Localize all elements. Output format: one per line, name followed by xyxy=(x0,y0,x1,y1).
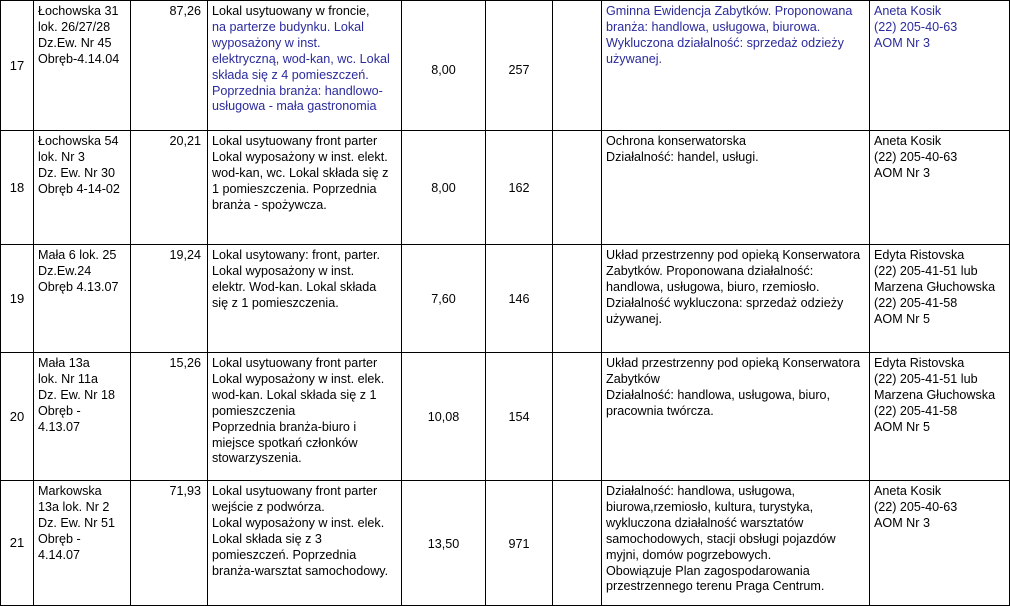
rate-value: 8,00 xyxy=(431,181,456,196)
address-line: Łochowska 54 xyxy=(38,134,119,148)
notes-cell xyxy=(602,245,870,353)
table-row xyxy=(1,353,1010,481)
address-line: Mała 13a xyxy=(38,356,90,370)
address-cell xyxy=(34,245,131,353)
notes-line: Działalność: handlowa, usługowa, xyxy=(606,484,796,498)
description-line: Lokal usytuowany front parter xyxy=(212,134,378,148)
description-line: na parterze budynku. Lokal xyxy=(212,19,364,34)
description-line: usługowa - mała gastronomia xyxy=(212,99,377,114)
notes-cell xyxy=(602,481,870,606)
notes-line: biurowa,rzemiosło, kultura, turystyka, xyxy=(606,499,814,514)
address-line: lok. 26/27/28 xyxy=(38,19,111,34)
area-value: 19,24 xyxy=(169,248,201,262)
row-number: 21 xyxy=(9,535,25,551)
contact-cell xyxy=(870,481,1010,606)
description-line: wod-kan, wc. Lokal składa się z xyxy=(212,165,389,180)
description-line: elektryczną, wod-kan, wc. Lokal xyxy=(212,51,390,66)
table-row xyxy=(1,245,1010,353)
address-line: 4.14.07 xyxy=(38,547,81,562)
row-number-cell xyxy=(1,481,34,606)
spacer-cell xyxy=(553,1,602,131)
count-value: 162 xyxy=(508,181,530,196)
table-row xyxy=(1,481,1010,606)
rate-cell xyxy=(402,481,486,606)
description-line: elektr. Wod-kan. Lokal składa xyxy=(212,279,377,294)
area-value: 20,21 xyxy=(169,134,201,148)
contact-line: (22) 205-41-58 xyxy=(874,295,958,310)
contact-line: (22) 205-41-51 lub xyxy=(874,263,978,278)
notes-line: Układ przestrzenny pod opieką Konserwatora xyxy=(606,356,861,370)
contact-line: AOM Nr 5 xyxy=(874,419,930,434)
count-value: 146 xyxy=(508,292,530,307)
row-number-cell xyxy=(1,1,34,131)
notes-cell xyxy=(602,1,870,131)
area-cell xyxy=(131,245,208,353)
notes-line: pracownia twórcza. xyxy=(606,403,714,418)
address-line: Obręb 4.13.07 xyxy=(38,279,119,294)
description-line: Lokal usytowany: front, parter. xyxy=(212,248,381,262)
rate-value: 7,60 xyxy=(431,292,456,307)
contact-line: Aneta Kosik xyxy=(874,134,942,148)
description-cell xyxy=(208,481,402,606)
address-line: Dz.Ew. Nr 45 xyxy=(38,35,112,50)
rate-value: 8,00 xyxy=(431,62,456,77)
description-line: branża - spożywcza. xyxy=(212,197,327,212)
contact-line: (22) 205-41-58 xyxy=(874,403,958,418)
address-line: Markowska xyxy=(38,484,102,498)
area-cell xyxy=(131,131,208,245)
description-cell xyxy=(208,1,402,131)
description-cell xyxy=(208,353,402,481)
contact-cell xyxy=(870,131,1010,245)
description-line: branża-warsztat samochodowy. xyxy=(212,563,389,578)
area-cell xyxy=(131,353,208,481)
address-cell xyxy=(34,1,131,131)
description-line: Lokal usytuowany w froncie, xyxy=(212,4,370,18)
address-line: lok. Nr 11a xyxy=(38,371,98,386)
row-number: 18 xyxy=(9,179,25,195)
count-cell xyxy=(486,131,553,245)
row-number-cell xyxy=(1,245,34,353)
contact-line: (22) 205-41-51 lub xyxy=(874,371,978,386)
address-line: Mała 6 lok. 25 xyxy=(38,248,117,262)
notes-line: Ochrona konserwatorska xyxy=(606,134,746,148)
rate-cell xyxy=(402,245,486,353)
contact-line: (22) 205-40-63 xyxy=(874,149,958,164)
table-row xyxy=(1,131,1010,245)
contact-line: AOM Nr 3 xyxy=(874,165,930,180)
description-line: wyposażony w inst. xyxy=(212,35,321,50)
notes-line: Działalność: handlowa, usługowa, biuro, xyxy=(606,387,831,402)
row-number-cell xyxy=(1,131,34,245)
description-line: miejsce spotkań członków xyxy=(212,435,358,450)
address-line: Obręb - xyxy=(38,403,81,418)
contact-line: AOM Nr 3 xyxy=(874,515,930,530)
description-line: Lokal wyposażony w inst. elekt. xyxy=(212,149,388,164)
contact-cell xyxy=(870,1,1010,131)
notes-line: handlowa, usługowa, biuro, rzemiosło. xyxy=(606,279,820,294)
description-line: 1 pomieszczenia. Poprzednia xyxy=(212,181,377,196)
address-line: Obręb-4.14.04 xyxy=(38,51,120,66)
address-cell xyxy=(34,353,131,481)
contact-line: AOM Nr 3 xyxy=(874,35,930,50)
spacer-cell xyxy=(553,131,602,245)
contact-line: AOM Nr 5 xyxy=(874,311,930,326)
notes-line: myjni, domów pogrzebowych. xyxy=(606,547,772,562)
description-line: Lokal usytuowany front parter xyxy=(212,356,378,370)
address-line: Dz. Ew. Nr 18 xyxy=(38,387,115,402)
notes-line: wykluczona działalność warsztatów xyxy=(606,515,804,530)
address-line: 4.13.07 xyxy=(38,419,81,434)
description-line: Lokal wyposażony w inst. elek. xyxy=(212,515,385,530)
rate-cell xyxy=(402,1,486,131)
description-line: wejście z podwórza. xyxy=(212,499,325,514)
notes-line: samochodowych, stacji obsługi pojazdów xyxy=(606,531,836,546)
spacer-cell xyxy=(553,245,602,353)
area-value: 71,93 xyxy=(169,484,201,498)
row-number: 20 xyxy=(9,408,25,424)
notes-line: Wykluczona działalność: sprzedaż odzieży xyxy=(606,35,844,50)
notes-line: Gminna Ewidencja Zabytków. Proponowana xyxy=(606,4,853,18)
contact-line: (22) 205-40-63 xyxy=(874,19,958,34)
notes-line: Działalność wykluczona: sprzedaż odzieży xyxy=(606,295,844,310)
address-line: Łochowska 31 xyxy=(38,4,119,18)
contact-cell xyxy=(870,245,1010,353)
contact-line: (22) 205-40-63 xyxy=(874,499,958,514)
address-line: Obręb 4-14-02 xyxy=(38,181,120,196)
address-cell xyxy=(34,131,131,245)
description-line: składa się z 4 pomieszczeń. xyxy=(212,67,369,82)
description-line: pomieszczeń. Poprzednia xyxy=(212,547,357,562)
description-line: Lokal składa się z 3 xyxy=(212,531,322,546)
address-line: Dz.Ew.24 xyxy=(38,263,92,278)
rate-value: 13,50 xyxy=(427,536,460,551)
notes-line: Zabytków xyxy=(606,371,660,386)
notes-line: przestrzennego terenu Praga Centrum. xyxy=(606,579,825,594)
notes-line: Obowiązuje Plan zagospodarowania xyxy=(606,563,810,578)
notes-line: branża: handlowa, usługowa, biurowa. xyxy=(606,19,821,34)
contact-line: Marzena Głuchowska xyxy=(874,387,996,402)
address-cell xyxy=(34,481,131,606)
spacer-cell xyxy=(553,353,602,481)
row-number: 17 xyxy=(9,57,25,73)
table-body xyxy=(1,1,1010,606)
description-line: Lokal wyposażony w inst. xyxy=(212,263,355,278)
count-value: 971 xyxy=(508,536,530,551)
area-value: 15,26 xyxy=(169,356,201,370)
notes-cell xyxy=(602,353,870,481)
area-cell xyxy=(131,481,208,606)
description-cell xyxy=(208,245,402,353)
notes-line: używanej. xyxy=(606,311,663,326)
rate-value: 10,08 xyxy=(427,410,460,425)
description-line: Lokal usytuowany front parter xyxy=(212,484,378,498)
table-row xyxy=(1,1,1010,131)
description-cell xyxy=(208,131,402,245)
notes-line: używanej. xyxy=(606,51,663,66)
area-value: 87,26 xyxy=(169,4,201,18)
count-cell xyxy=(486,481,553,606)
description-line: się z 1 pomieszczenia. xyxy=(212,295,339,310)
contact-cell xyxy=(870,353,1010,481)
rate-cell xyxy=(402,353,486,481)
address-line: Obręb - xyxy=(38,531,81,546)
description-line: pomieszczenia xyxy=(212,403,296,418)
description-line: wod-kan. Lokal składa się z 1 xyxy=(212,387,377,402)
contact-line: Edyta Ristovska xyxy=(874,356,965,370)
notes-line: Układ przestrzenny pod opieką Konserwatora xyxy=(606,248,861,262)
contact-line: Aneta Kosik xyxy=(874,4,942,18)
address-line: 13a lok. Nr 2 xyxy=(38,499,110,514)
spacer-cell xyxy=(553,481,602,606)
address-line: Dz. Ew. Nr 51 xyxy=(38,515,115,530)
rate-cell xyxy=(402,131,486,245)
count-cell xyxy=(486,245,553,353)
description-line: stowarzyszenia. xyxy=(212,451,302,466)
notes-line: Zabytków. Proponowana działalność: xyxy=(606,263,814,278)
description-line: Poprzednia branża: handlowo- xyxy=(212,83,383,98)
description-line: Poprzednia branża-biuro i xyxy=(212,419,357,434)
address-line: Dz. Ew. Nr 30 xyxy=(38,165,115,180)
notes-cell xyxy=(602,131,870,245)
row-number: 19 xyxy=(9,290,25,306)
contact-line: Marzena Głuchowska xyxy=(874,279,996,294)
count-cell xyxy=(486,1,553,131)
row-number-cell xyxy=(1,353,34,481)
area-cell xyxy=(131,1,208,131)
count-cell xyxy=(486,353,553,481)
notes-line: Działalność: handel, usługi. xyxy=(606,149,759,164)
description-line: Lokal wyposażony w inst. elek. xyxy=(212,371,385,386)
address-line: lok. Nr 3 xyxy=(38,149,85,164)
count-value: 154 xyxy=(508,410,530,425)
contact-line: Edyta Ristovska xyxy=(874,248,965,262)
count-value: 257 xyxy=(508,62,530,77)
contact-line: Aneta Kosik xyxy=(874,484,942,498)
